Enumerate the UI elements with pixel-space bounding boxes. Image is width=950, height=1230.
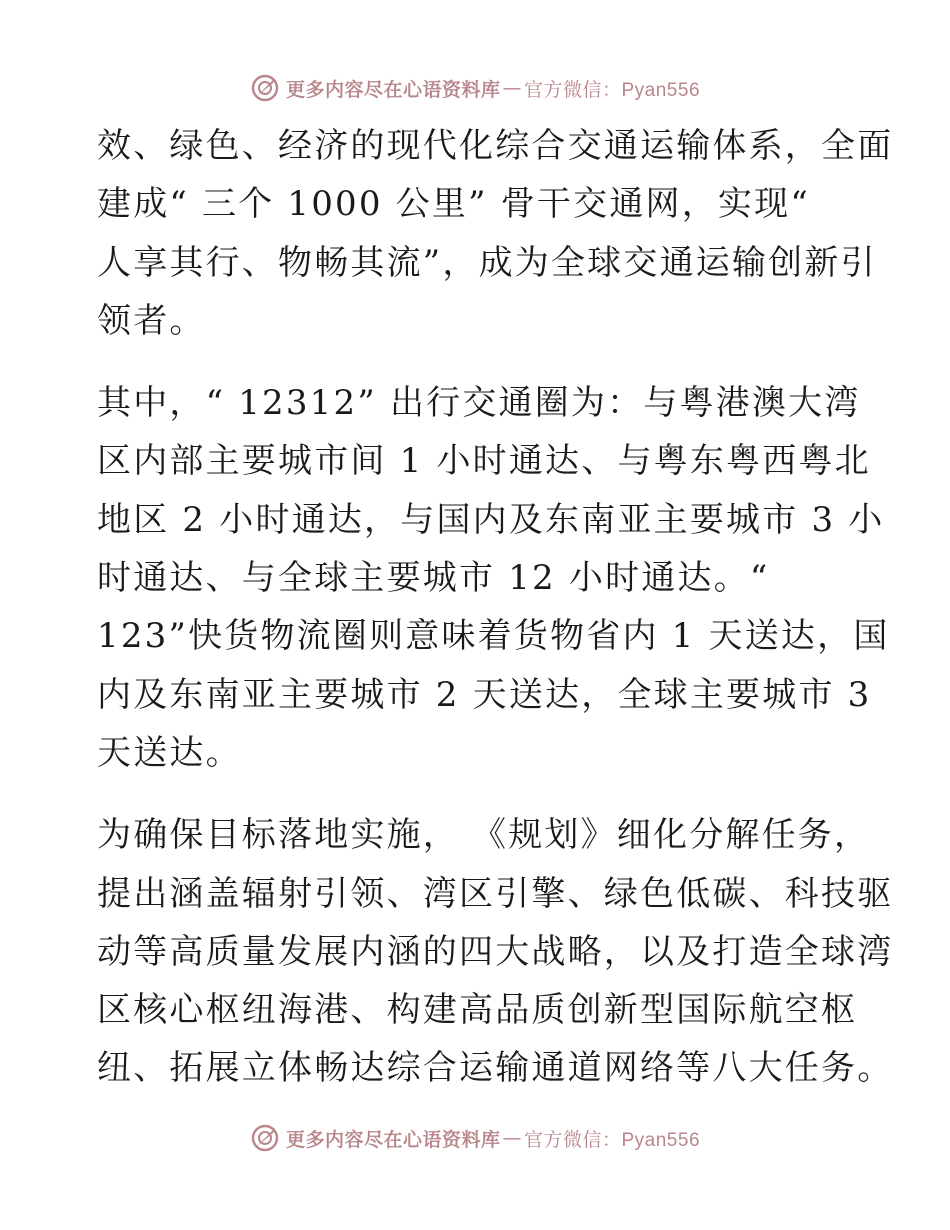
text-line: 内及东南亚主要城市 2 天送达，全球主要城市 3 <box>97 674 872 715</box>
paragraph-3 <box>97 806 894 1097</box>
text-line: 领者。 <box>97 300 206 341</box>
footer-watermark <box>0 1118 950 1158</box>
text-line: 效、绿色、经济的现代化综合交通运输体系，全面 <box>97 126 894 166</box>
text-line: 提出涵盖辐射引领、湾区引擎、绿色低碳、科技驱 <box>97 873 894 914</box>
text-line: 为确保目标落地实施， 《规划》细化分解任务， <box>97 815 871 856</box>
paragraph-1 <box>97 117 894 350</box>
text-line: 人享其行、物畅其流”，成为全球交通运输创新引 <box>97 242 877 283</box>
watermark-brand: 官方微信：Pyan556 <box>524 1129 701 1151</box>
watermark-separator: — <box>502 1127 522 1149</box>
text-line: 时通达、与全球主要城市 12 小时通达。“ <box>97 558 770 599</box>
document-body <box>97 117 894 1122</box>
watermark-separator: — <box>502 77 522 99</box>
text-line: 其中，“ 12312” 出行交通圈为：与粤港澳大湾 <box>97 383 861 424</box>
watermark-text: 更多内容尽在心语资料库 <box>285 78 501 101</box>
text-line: 纽、拓展立体畅达综合运输通道网络等八大任务。 <box>97 1048 894 1089</box>
paragraph-2 <box>97 374 890 782</box>
text-line: 动等高质量发展内涵的四大战略，以及打造全球湾 <box>97 931 894 972</box>
header-watermark <box>0 68 950 108</box>
text-line: 建成“ 三个 1000 公里” 骨干交通网，实现“ <box>97 184 810 225</box>
watermark-text: 更多内容尽在心语资料库 <box>285 1128 501 1151</box>
text-line: 区内部主要城市间 1 小时通达、与粤东粤西粤北 <box>97 441 871 482</box>
watermark-brand: 官方微信：Pyan556 <box>524 79 701 101</box>
text-line: 地区 2 小时通达，与国内及东南亚主要城市 3 小 <box>97 499 885 540</box>
logo-icon <box>250 1123 280 1153</box>
text-line: 天送达。 <box>97 732 242 773</box>
text-line: 123”快货物流圈则意味着货物省内 1 天送达，国 <box>97 616 890 657</box>
logo-icon <box>250 73 280 103</box>
text-line: 区核心枢纽海港、构建高品质创新型国际航空枢 <box>97 990 858 1031</box>
